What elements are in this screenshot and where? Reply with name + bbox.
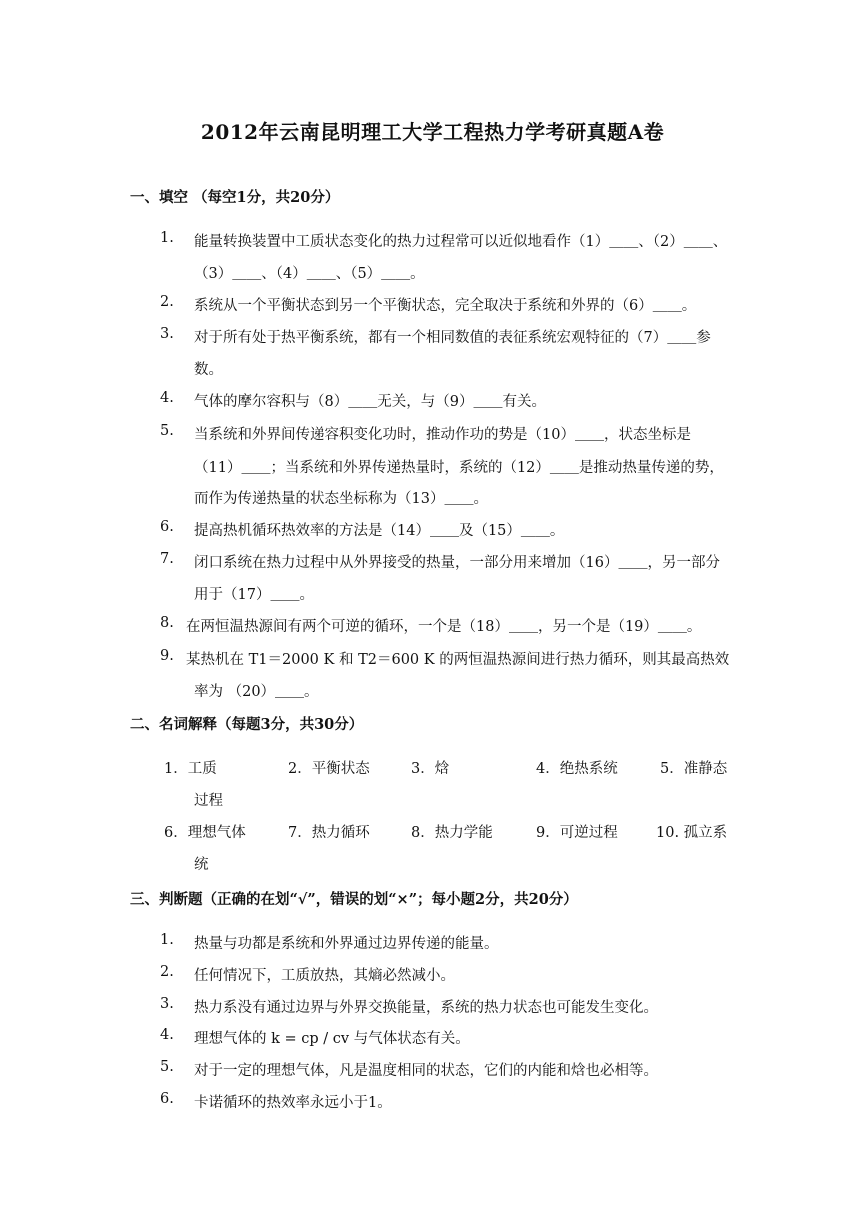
item-number: 5.	[160, 423, 174, 439]
item-number: 8.	[160, 615, 174, 631]
term: 4．绝热系统	[536, 761, 618, 777]
item-number: 4.	[160, 1027, 174, 1043]
term-cont: 过程	[194, 793, 223, 809]
item-text: 提高热机循环热效率的方法是（14）＿＿及（15）＿＿。	[194, 523, 565, 539]
item-number: 4.	[160, 390, 174, 406]
item-text: 理想气体的 k = cp / cv 与气体状态有关。	[194, 1031, 470, 1047]
term: 10. 孤立系	[656, 825, 728, 841]
item-number: 2.	[160, 964, 174, 980]
item-number: 1.	[160, 230, 174, 246]
item-text: 系统从一个平衡状态到另一个平衡状态，完全取决于系统和外界的（6）＿＿。	[194, 298, 697, 314]
item-text: 热量与功都是系统和外界通过边界传递的能量。	[194, 936, 499, 952]
term: 6．理想气体	[164, 825, 246, 841]
item-text: 能量转换装置中工质状态变化的热力过程常可以近似地看作（1）＿＿、（2）＿＿、	[194, 234, 728, 250]
item-number: 6.	[160, 1091, 174, 1107]
item-number: 2.	[160, 294, 174, 310]
item-text-cont: 用于（17）＿＿。	[194, 587, 314, 603]
item-number: 6.	[160, 519, 174, 535]
term: 9．可逆过程	[536, 825, 618, 841]
term: 8．热力学能	[411, 825, 493, 841]
item-text: 在两恒温热源间有两个可逆的循环，一个是（18）＿＿，另一个是（19）＿＿。	[186, 619, 702, 635]
term-cont: 统	[194, 857, 209, 873]
item-text: 当系统和外界间传递容积变化功时，推动作功的势是（10）＿＿，状态坐标是	[194, 427, 691, 443]
item-text: 对于一定的理想气体，凡是温度相同的状态，它们的内能和焓也必相等。	[194, 1063, 658, 1079]
item-text-cont: 数。	[194, 362, 223, 378]
item-text: 对于所有处于热平衡系统，都有一个相同数值的表征系统宏观特征的（7）＿＿参	[194, 330, 711, 346]
term: 3．焓	[411, 761, 450, 777]
section-heading-definitions: 二、名词解释（每题3分，共30分）	[130, 716, 364, 733]
item-number: 3.	[160, 996, 174, 1012]
item-text: 某热机在 T1＝2000 K 和 T2＝600 K 的两恒温热源间进行热力循环，则其最高热效	[186, 652, 730, 668]
term: 2．平衡状态	[288, 761, 370, 777]
item-text: 闭口系统在热力过程中从外界接受的热量，一部分用来增加（16）＿＿，另一部分	[194, 555, 720, 571]
item-text-cont: 率为 （20）＿＿。	[194, 684, 319, 700]
item-number: 9.	[160, 648, 174, 664]
term: 1．工质	[164, 761, 217, 777]
page-title: 2012年云南昆明理工大学工程热力学考研真题A卷	[200, 120, 665, 144]
section-heading-fill-blank: 一、填空 （每空1分，共20分）	[130, 189, 340, 206]
item-number: 5.	[160, 1059, 174, 1075]
item-text: 热力系没有通过边界与外界交换能量，系统的热力状态也可能发生变化。	[194, 1000, 658, 1016]
item-text: 气体的摩尔容积与（8）＿＿无关，与（9）＿＿有关。	[194, 394, 546, 410]
item-text-cont: （11）＿＿；当系统和外界传递热量时，系统的（12）＿＿是推动热量传递的势，	[194, 460, 724, 476]
item-text: 任何情况下，工质放热，其熵必然减小。	[194, 968, 455, 984]
term: 7．热力循环	[288, 825, 370, 841]
item-number: 1.	[160, 932, 174, 948]
item-text: 卡诺循环的热效率永远小于1。	[194, 1095, 392, 1111]
item-text-cont: （3）＿＿、（4）＿＿、（5）＿＿。	[194, 266, 425, 282]
item-text-cont: 而作为传递热量的状态坐标称为（13）＿＿。	[194, 491, 488, 507]
item-number: 7.	[160, 551, 174, 567]
section-heading-true-false: 三、判断题（正确的在划“√”，错误的划“×”；每小题2分，共20分）	[130, 891, 578, 908]
item-number: 3.	[160, 326, 174, 342]
term: 5．准静态	[660, 761, 728, 777]
